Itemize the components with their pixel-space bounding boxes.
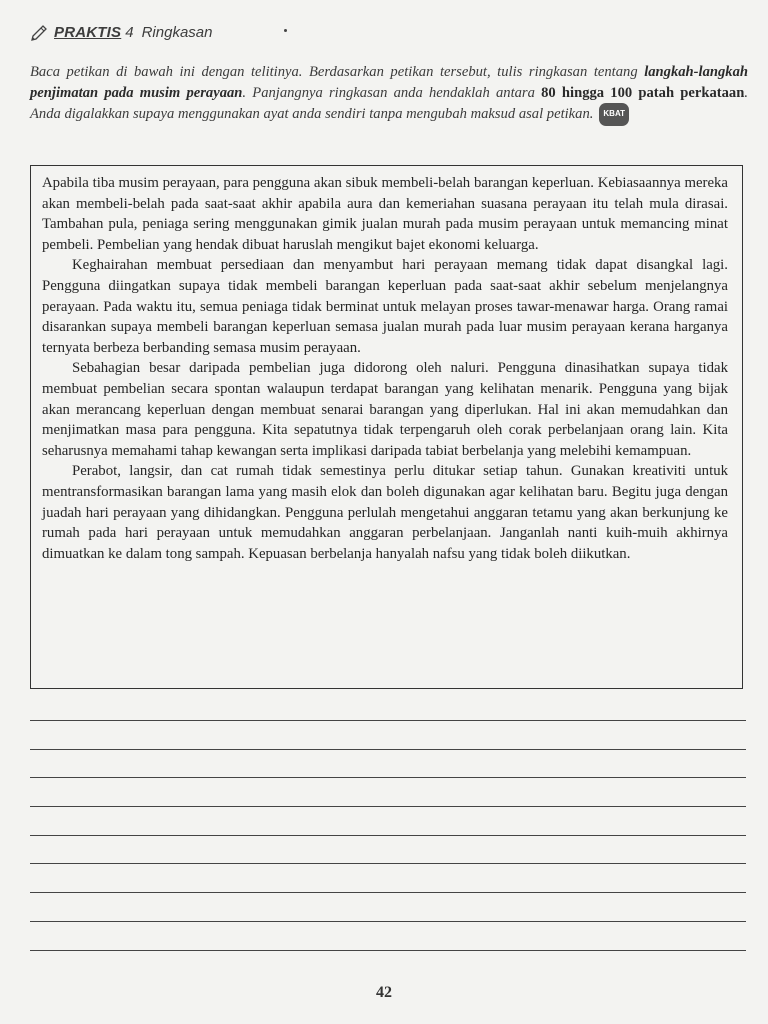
- instructions-text-2: . Panjangnya ringkasan anda hendaklah antara: [242, 84, 542, 101]
- stray-mark: [284, 29, 287, 32]
- exercise-title: Ringkasan: [141, 23, 213, 41]
- exercise-number: 4: [125, 23, 134, 41]
- answer-line[interactable]: [30, 749, 746, 778]
- passage-paragraph: Sebahagian besar daripada pembelian juga didorong oleh naluri. Pengguna dinasihatkan supaya tidak membuat pembelian secara spontan walaupun terdapat barangan yang kelihatan menarik. Pengguna yang bijak akan merancang keperluan dengan membuat senarai barangan yang diperlukan. Hal ini akan memudahkan dan menjimatkan masa para pengguna. Kita sepatutnya tidak terpengaruh oleh corak perbelanjaan orang lain. Kita seharusnya memahami tahap kewangan serta implikasi daripada tabiat berbelanja yang melebihi kemampuan.: [42, 360, 728, 459]
- answer-line[interactable]: [30, 921, 746, 950]
- passage-paragraph: Perabot, langsir, dan cat rumah tidak semestinya perlu ditukar setiap tahun. Gunakan kreativiti untuk mentransformasikan barangan lama yang masih elok dan boleh digunakan agar kelihatan baru. Begitu juga dengan juadah hari perayaan yang dihidangkan. Pengguna perlulah mengetahui anggaran tetamu yang akan berkunjung ke rumah pada hari perayaan untuk memudahkan anggaran perbelanjaan. Janganlah nanti kuih-muih akhirnya dimuatkan ke dalam tong sampah. Kepuasan berbelanja hanyalah nafsu yang tidak boleh diikutkan.: [42, 463, 728, 562]
- instructions-word-count: 80 hingga 100 patah perkataan: [541, 84, 745, 101]
- instructions: [30, 62, 748, 126]
- answer-line[interactable]: [30, 777, 746, 806]
- passage-paragraph: Apabila tiba musim perayaan, para pengguna akan sibuk membeli-belah barangan keperluan. Kebiasaannya mereka akan membeli-belah pada saat-saat akhir apabila aura dan kemeriahan suasana perayaan itu telah mula dirasai. Tambahan pula, peniaga sering menggunakan gimik jualan murah pada musim perayaan untuk memancing minat pembeli. Pembelian yang hendak dibuat haruslah mengikut bajet ekonomi keluarga.: [42, 175, 728, 253]
- answer-line[interactable]: [30, 950, 746, 979]
- exercise-header: [30, 22, 212, 42]
- answer-line[interactable]: [30, 806, 746, 835]
- answer-line[interactable]: [30, 720, 746, 749]
- passage-box: [30, 165, 743, 689]
- kbat-badge: KBAT: [599, 103, 629, 126]
- exercise-label: PRAKTIS: [54, 23, 122, 41]
- answer-line[interactable]: [30, 863, 746, 892]
- answer-lines: [30, 720, 746, 978]
- answer-line[interactable]: [30, 835, 746, 864]
- pencil-icon: [30, 22, 50, 42]
- instructions-text-3: . Anda digalakkan supaya menggunakan ayat anda sendiri tanpa mengubah maksud asal petikan.: [30, 84, 748, 122]
- instructions-topic: langkah-langkah penjimatan pada musim perayaan: [30, 64, 748, 101]
- answer-line[interactable]: [30, 892, 746, 921]
- passage-paragraph: Keghairahan membuat persediaan dan menyambut hari perayaan memang tidak dapat disangkal lagi. Pengguna diingatkan supaya tidak membeli barangan keperluan pada saat-saat akhir sebelum menjelangnya perayaan. Pada waktu itu, semua peniaga tidak berminat untuk melayan proses tawar-menawar harga. Orang ramai disarankan supaya membeli barangan keperluan semasa jualan murah pada luar musim perayaan kerana harganya ternyata berbeza berbanding semasa musim perayaan.: [42, 257, 728, 356]
- page-number: 42: [376, 984, 392, 1001]
- instructions-text-1: Baca petikan di bawah ini dengan telitinya. Berdasarkan petikan tersebut, tulis ringkasan tentang: [30, 64, 645, 80]
